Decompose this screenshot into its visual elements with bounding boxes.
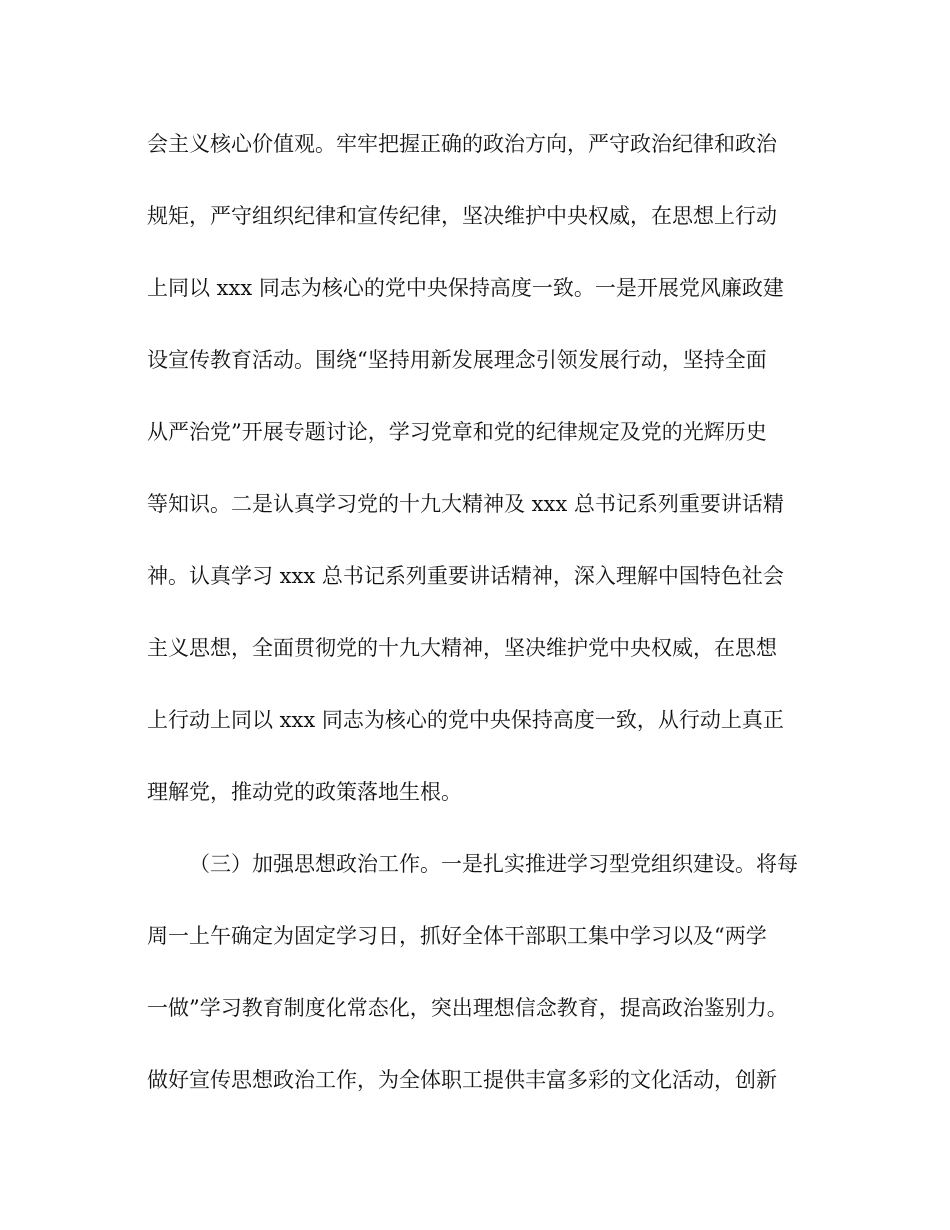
text-line: 做好宣传思想政治工作，为全体职工提供丰富多彩的文化活动，创新 <box>147 1068 777 1092</box>
text-line: 主义思想，全面贯彻党的十九大精神，坚决维护党中央权威，在思想 <box>147 636 777 660</box>
text-line: 会主义核心价值观。牢牢把握正确的政治方向，严守政治纪律和政治 <box>147 132 777 156</box>
text-line: 神。认真学习 xxx 总书记系列重要讲话精神，深入理解中国特色社会 <box>147 564 784 588</box>
text-line: 等知识。二是认真学习党的十九大精神及 xxx 总书记系列重要讲话精 <box>147 492 784 516</box>
text-line: 规矩，严守组织纪律和宣传纪律，坚决维护中央权威，在思想上行动 <box>147 204 777 228</box>
text-line: 一做”学习教育制度化常态化，突出理想信念教育，提高政治鉴别力。 <box>147 996 788 1020</box>
text-line: 设宣传教育活动。围绕“坚持用新发展理念引领发展行动，坚持全面 <box>147 348 767 372</box>
text-line: 理解党，推动党的政策落地生根。 <box>147 780 462 804</box>
text-line: 上行动上同以 xxx 同志为核心的党中央保持高度一致，从行动上真正 <box>147 708 784 732</box>
text-line: 从严治党”开展专题讨论，学习党章和党的纪律规定及党的光辉历史 <box>147 420 767 444</box>
text-line: 周一上午确定为固定学习日，抓好全体干部职工集中学习以及“两学 <box>147 924 767 948</box>
text-line: 上同以 xxx 同志为核心的党中央保持高度一致。一是开展党风廉政建 <box>147 276 784 300</box>
paragraph-heading-line: （三）加强思想政治工作。一是扎实推进学习型党组织建设。将每 <box>189 852 798 876</box>
